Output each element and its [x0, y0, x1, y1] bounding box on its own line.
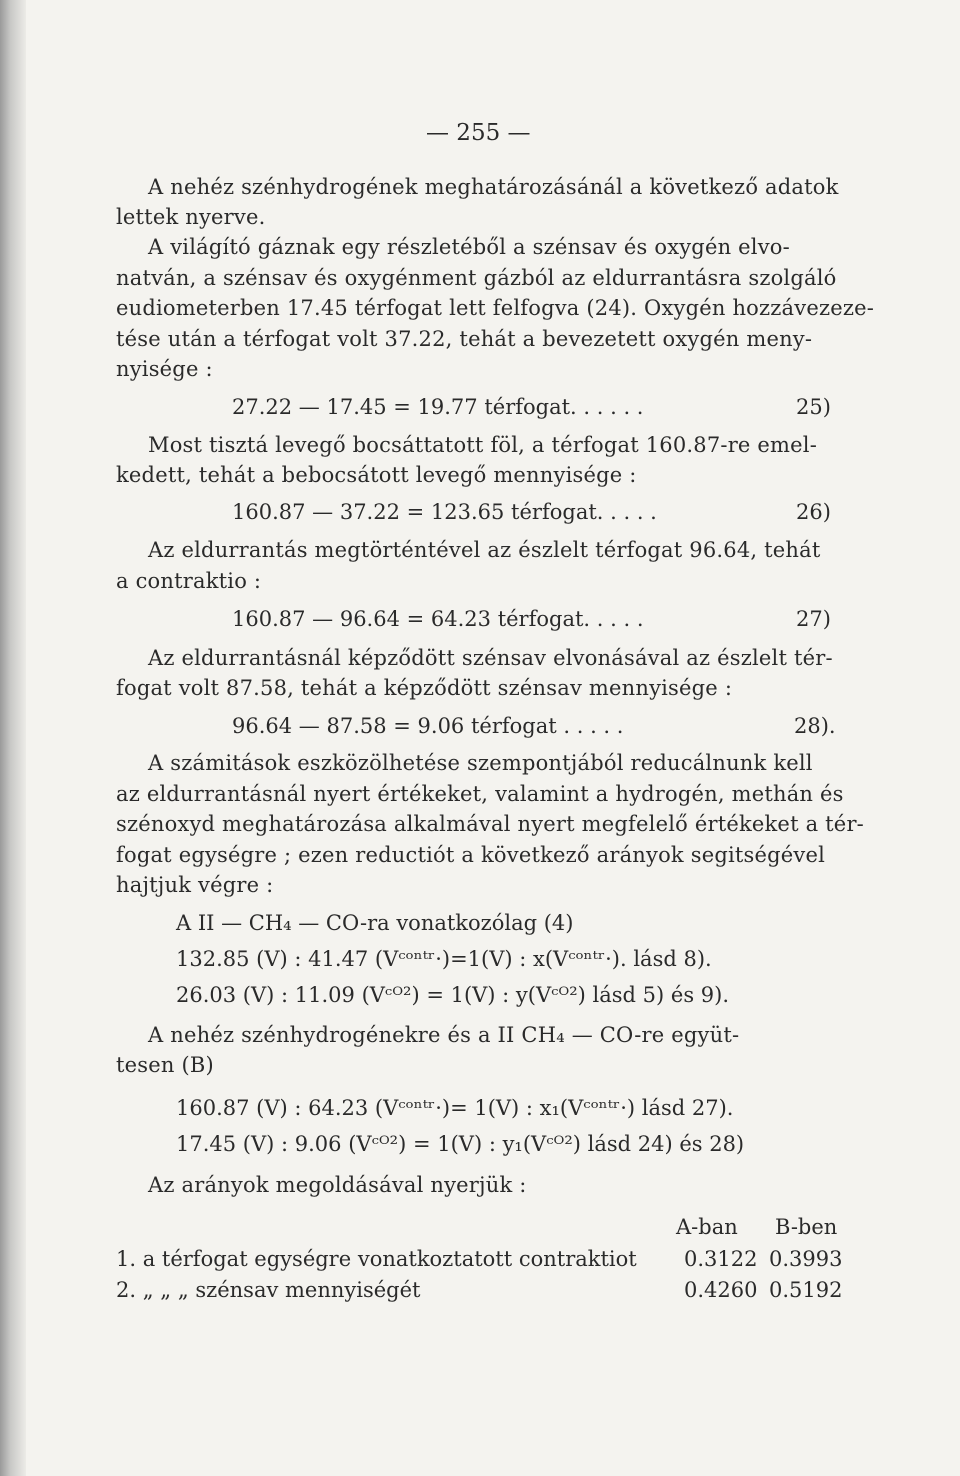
table-cell-b: 0.3993 [769, 1247, 843, 1271]
proportion-header: A II — CH₄ — CO-ra vonatkozólag (4) [176, 911, 574, 935]
text-line: szénoxyd meghatározása alkalmával nyert megfelelő értékeket a tér- [116, 812, 864, 836]
table-cell-a: 0.3122 [684, 1247, 758, 1271]
equation-number-25: 25) [796, 395, 831, 419]
text-line: tése után a térfogat volt 37.22, tehát a bevezetett oxygén meny- [116, 327, 813, 351]
text-line: Az arányok megoldásával nyerjük : [148, 1173, 527, 1197]
text-line: natván, a szénsav és oxygénment gázból az eldurrantásra szolgáló [116, 266, 837, 290]
text-line: nyisége : [116, 357, 213, 381]
text-line: A nehéz szénhydrogénekre és a II CH₄ — CO-re együt- [148, 1023, 740, 1047]
equation-number-27: 27) [796, 607, 831, 631]
text-line: A világító gáznak egy részletéből a szénsav és oxygén elvo- [148, 235, 790, 259]
text-line: tesen (B) [116, 1053, 214, 1077]
equation-28: 96.64 — 87.58 = 9.06 térfogat . . . . . [232, 714, 624, 738]
table-header-a: A-ban [676, 1215, 738, 1239]
proportion-line: 160.87 (V) : 64.23 (Vᶜᵒⁿᵗʳ·)= 1(V) : x₁(Vᶜᵒⁿᵗʳ·) lásd 27). [176, 1096, 734, 1120]
text-line: eudiometerben 17.45 térfogat lett felfogva (24). Oxygén hozzávezeze- [116, 296, 875, 320]
proportion-line: 26.03 (V) : 11.09 (Vᶜᴼ²) = 1(V) : y(Vᶜᴼ²) lásd 5) és 9). [176, 983, 730, 1007]
text-line: a contraktio : [116, 569, 262, 593]
text-line: hajtjuk végre : [116, 873, 274, 897]
table-row-label: 2. „ „ „ szénsav mennyiségét [116, 1278, 421, 1302]
text-line: fogat egységre ; ezen reductiót a következő arányok segitségével [116, 843, 826, 867]
equation-number-28: 28). [794, 714, 836, 738]
text-line: kedett, tehát a bebocsátott levegő mennyisége : [116, 463, 637, 487]
text-line: Az eldurrantás megtörténtével az észlelt térfogat 96.64, tehát [148, 538, 821, 562]
proportion-line: 17.45 (V) : 9.06 (Vᶜᴼ²) = 1(V) : y₁(Vᶜᴼ²) lásd 24) és 28) [176, 1132, 745, 1156]
table-row-label: 1. a térfogat egységre vonatkoztatott contraktiot [116, 1247, 637, 1271]
page-number: — 255 — [426, 120, 531, 146]
text-line: fogat volt 87.58, tehát a képződött szénsav mennyisége : [116, 676, 733, 700]
table-cell-a: 0.4260 [684, 1278, 758, 1302]
proportion-line: 132.85 (V) : 41.47 (Vᶜᵒⁿᵗʳ·)=1(V) : x(Vᶜᵒⁿᵗʳ·). lásd 8). [176, 947, 712, 971]
text-line: A számitások eszközölhetése szempontjából reducálnunk kell [148, 751, 813, 775]
equation-26: 160.87 — 37.22 = 123.65 térfogat. . . . . [232, 500, 657, 524]
equation-number-26: 26) [796, 500, 831, 524]
text-line: lettek nyerve. [116, 205, 266, 229]
text-line: Most tisztá levegő bocsáttatott föl, a térfogat 160.87-re emel- [148, 433, 818, 457]
table-header-b: B-ben [775, 1215, 838, 1239]
text-line: az eldurrantásnál nyert értékeket, valamint a hydrogén, methán és [116, 782, 844, 806]
text-line: Az eldurrantásnál képződött szénsav elvonásával az észlelt tér- [148, 646, 833, 670]
text-line: A nehéz szénhydrogének meghatározásánál a következő adatok [148, 175, 839, 199]
equation-27: 160.87 — 96.64 = 64.23 térfogat. . . . . [232, 607, 644, 631]
equation-25: 27.22 — 17.45 = 19.77 térfogat. . . . . . [232, 395, 644, 419]
table-cell-b: 0.5192 [769, 1278, 843, 1302]
